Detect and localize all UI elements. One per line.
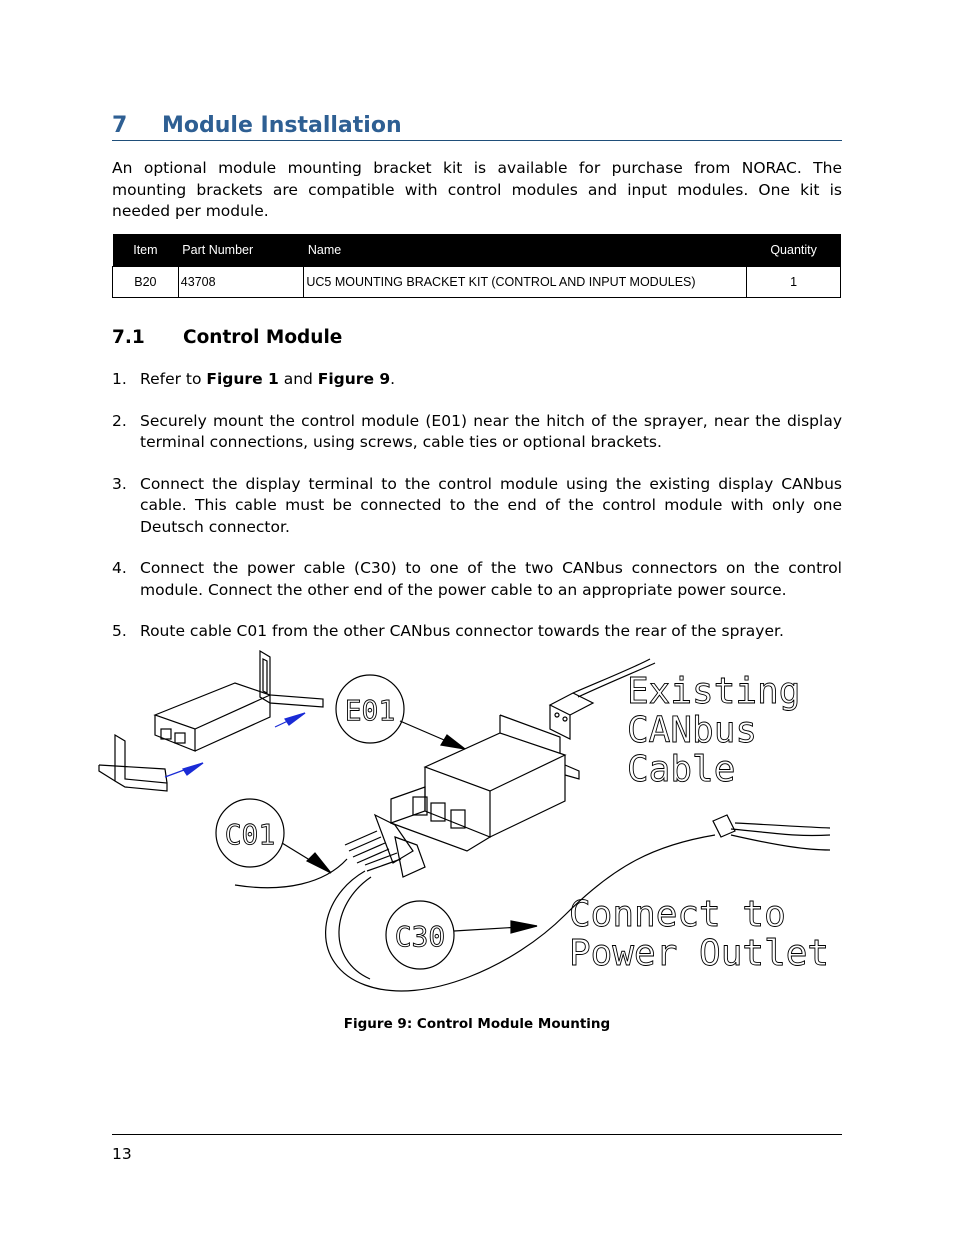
label-c01: C01 xyxy=(224,818,276,851)
parts-table-header xyxy=(113,234,841,267)
cell-name: UC5 MOUNTING BRACKET KIT (CONTROL AND INPUT MODULES) xyxy=(304,267,747,298)
label-power-line-1: Connect to xyxy=(569,894,786,935)
table-row xyxy=(113,267,841,298)
cell-quantity: 1 xyxy=(747,267,841,298)
section-number: 7 xyxy=(112,113,128,138)
step-number: 2. xyxy=(112,411,127,430)
figure-ref: Figure 1 xyxy=(206,370,279,388)
power-leads xyxy=(731,823,830,850)
control-module-drawing xyxy=(391,715,579,851)
step-number: 3. xyxy=(112,474,127,493)
list-item xyxy=(112,558,842,601)
c30-cable-b xyxy=(339,877,371,979)
cell-item: B20 xyxy=(113,267,179,298)
section-heading xyxy=(112,112,842,141)
page-number: 13 xyxy=(112,1145,132,1163)
section-title: Module Installation xyxy=(162,113,402,138)
label-power-line-2: Power Outlet xyxy=(569,933,830,974)
list-item xyxy=(112,411,842,454)
bracket-arrow-head xyxy=(285,713,305,725)
step-text: Securely mount the control module (E01) near the hitch of the sprayer, near the display terminal connections, using screws, cable ties or optional brackets. xyxy=(140,411,842,451)
step-text: and xyxy=(278,370,318,388)
control-module-diagram xyxy=(95,645,845,1010)
subsection-heading xyxy=(112,326,342,350)
step-number: 1. xyxy=(112,370,127,388)
label-e01: E01 xyxy=(344,694,396,727)
step-text: Connect the display terminal to the control module using the existing display CANbus cable. This cable must be connected to the end of the control module with only one Deutsch connector. xyxy=(140,474,842,536)
step-text: Connect the power cable (C30) to one of the two CANbus connectors on the control module. Connect the other end of the power cable to an appropriate power source. xyxy=(140,559,842,599)
step-number: 5. xyxy=(112,622,127,640)
header-quantity: Quantity xyxy=(747,234,841,267)
footer-divider xyxy=(112,1134,842,1135)
subsection-number: 7.1 xyxy=(112,327,145,348)
bracket-arrow-head xyxy=(183,763,203,775)
step-text: . xyxy=(390,370,396,388)
power-plug xyxy=(713,815,735,837)
list-item xyxy=(112,369,842,391)
c01-cable xyxy=(235,859,347,888)
callout-c01 xyxy=(216,799,331,873)
callout-c30 xyxy=(386,901,537,969)
intro-paragraph: An optional module mounting bracket kit is available for purchase from NORAC. The mounting brackets are compatible with control modules and input modules. One kit is needed per module. xyxy=(112,159,842,220)
header-part-number: Part Number xyxy=(178,234,304,267)
label-existing-line-2: CANbus xyxy=(627,710,758,751)
step-text: Route cable C01 from the other CANbus connector towards the rear of the sprayer. xyxy=(140,622,784,640)
figure-ref: Figure 9 xyxy=(317,370,391,388)
label-existing-line-1: Existing xyxy=(627,671,801,712)
list-item xyxy=(112,474,842,539)
figure-caption: Figure 9: Control Module Mounting xyxy=(343,1016,611,1032)
subsection-title: Control Module xyxy=(183,327,343,348)
label-c30: C30 xyxy=(394,920,446,953)
list-item xyxy=(112,621,842,643)
parts-table xyxy=(112,234,841,298)
header-name: Name xyxy=(304,234,747,267)
step-text: Refer to xyxy=(140,370,207,388)
header-item: Item xyxy=(113,234,179,267)
label-existing-line-3: Cable xyxy=(627,749,736,790)
step-number: 4. xyxy=(112,559,127,577)
cell-part-number: 43708 xyxy=(178,267,304,298)
canbus-connectors xyxy=(345,815,425,877)
callout-e01 xyxy=(336,675,465,749)
installation-steps xyxy=(112,369,842,663)
